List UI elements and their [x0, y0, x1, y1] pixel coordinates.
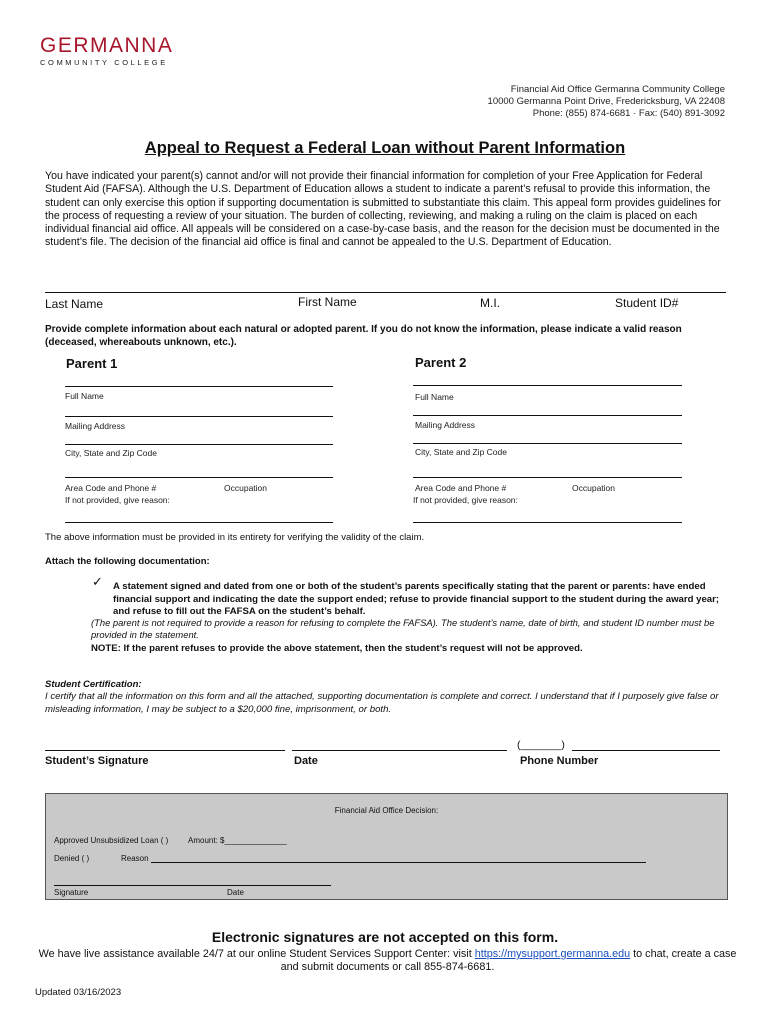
footer-text-before: We have live assistance available 24/7 at our online Student Services Support Center: visit — [38, 948, 475, 960]
parent2-phone-field[interactable] — [413, 477, 682, 478]
parent2-mailing-field[interactable] — [413, 415, 682, 416]
parent1-heading: Parent 1 — [66, 356, 118, 371]
office-decision-heading: Financial Aid Office Decision: — [334, 806, 439, 815]
attach-item: A statement signed and dated from one or both of the student’s parents specifically stating that the parent or parents: have ended financial support and indicating the date the support ended; refuse to provide financial support to the student during the award year; and refuse to fill out the FAFSA on the student’s behalf. — [113, 581, 720, 617]
reason-field[interactable] — [151, 862, 646, 863]
parent2-occupation-label: Occupation — [572, 483, 615, 493]
intro-paragraph: You have indicated your parent(s) cannot and/or will not provide their financial information for completion of your Free Application for Federal Student Aid (FAFSA). Although the U.S. Department of Education allows a student to indicate a parent’s refusal to provide this information, the student can only exercise this option if supporting documentation is submitted to substantiate this claim. This appeal form provides guidelines for the process of requesting a review of your situation. The burden of collecting, reviewing, and making a ruling on the claim is placed on each individual financial aid office. All appeals will be considered on a case-by-case basis, and the reason for the decision must be documented in the student’s file. The decision of the financial aid office is final and cannot be appealed to the U.S. Department of Education. — [45, 170, 721, 249]
student-signature-field[interactable] — [45, 750, 285, 751]
office-signature-label: Signature — [54, 888, 89, 897]
phone-area-code[interactable]: (_______) — [517, 739, 565, 751]
footer-heading: Electronic signatures are not accepted on this form. — [211, 929, 559, 945]
updated-date: Updated 03/16/2023 — [35, 987, 122, 998]
college-logo: GERMANNA — [40, 34, 174, 57]
denied-label[interactable]: Denied ( ) — [54, 854, 90, 863]
parent1-reason-field[interactable] — [65, 522, 333, 523]
certification-text: I certify that all the information on this form and all the attached, supporting documentation is complete and correct. I understand that if I purposely give false or misleading information, I may be subject to a $20,000 fine, imprisonment, or both. — [45, 691, 719, 715]
footer-text — [30, 948, 745, 974]
certification-heading: Student Certification: — [45, 679, 142, 690]
form-title: Appeal to Request a Federal Loan without Parent Information — [144, 139, 626, 157]
attach-note: (The parent is not required to provide a reason for refusing to complete the FAFSA). The student’s name, date of birth, and student ID number must be provided in the statement. — [91, 617, 715, 640]
reason-label: Reason — [121, 854, 149, 863]
date-field[interactable] — [292, 750, 507, 751]
college-logo-tagline: COMMUNITY COLLEGE — [40, 58, 168, 67]
validity-note: The above information must be provided in its entirety for verifying the validity of the claim. — [45, 532, 425, 543]
parent1-full-name-field[interactable] — [65, 386, 333, 387]
parent2-full-name-field[interactable] — [413, 385, 682, 386]
office-signature-field[interactable] — [54, 885, 331, 886]
parent2-city-label: City, State and Zip Code — [415, 447, 507, 457]
approved-loan-label[interactable]: Approved Unsubsidized Loan ( ) — [54, 836, 169, 845]
student-id-label: Student ID# — [615, 296, 679, 310]
support-link[interactable]: https://mysupport.germanna.edu — [474, 948, 631, 960]
office-line-2: 10000 Germanna Point Drive, Fredericksburg, VA 22408 — [487, 96, 725, 107]
parent1-full-name-label: Full Name — [65, 391, 104, 401]
office-line-1: Financial Aid Office Germanna Community College — [510, 84, 725, 95]
office-date-label: Date — [227, 888, 244, 897]
parent-instruction: Provide complete information about each natural or adopted parent. If you do not know the information, please indicate a valid reason (deceased, whereabouts unknown, etc.). — [45, 324, 682, 348]
parent2-reason-label: If not provided, give reason: — [413, 495, 518, 505]
parent1-phone-label: Area Code and Phone # — [65, 483, 157, 493]
date-label: Date — [294, 755, 318, 767]
first-name-label: First Name — [298, 295, 357, 309]
office-decision-box — [45, 793, 728, 900]
checkmark-icon: ✓ — [92, 574, 103, 589]
parent1-mailing-field[interactable] — [65, 416, 333, 417]
attach-heading: Attach the following documentation: — [45, 556, 210, 567]
parent2-full-name-label: Full Name — [415, 392, 454, 402]
parent2-heading: Parent 2 — [415, 355, 467, 370]
parent1-reason-label: If not provided, give reason: — [65, 495, 170, 505]
parent2-phone-label: Area Code and Phone # — [415, 483, 507, 493]
parent2-mailing-label: Mailing Address — [415, 420, 476, 430]
parent1-phone-field[interactable] — [65, 477, 333, 478]
office-line-3: Phone: (855) 874-6681 · Fax: (540) 891-3092 — [532, 108, 725, 119]
parent2-reason-field[interactable] — [413, 522, 682, 523]
parent1-mailing-label: Mailing Address — [65, 421, 126, 431]
phone-label: Phone Number — [520, 755, 599, 767]
footer-text-after: to chat, create a case and submit documents or call 855-874-6681. — [280, 948, 737, 973]
phone-field[interactable] — [572, 750, 720, 751]
parent1-city-field[interactable] — [65, 444, 333, 445]
last-name-label: Last Name — [45, 297, 104, 311]
mi-label: M.I. — [480, 296, 500, 310]
parent2-city-field[interactable] — [413, 443, 682, 444]
attach-warning: NOTE: If the parent refuses to provide the above statement, then the student’s request will not be approved. — [91, 643, 583, 654]
student-info-line[interactable] — [45, 292, 726, 293]
office-address — [488, 84, 725, 120]
student-signature-label: Student’s Signature — [45, 755, 149, 767]
parent1-city-label: City, State and Zip Code — [65, 448, 157, 458]
amount-label[interactable]: Amount: $______________ — [188, 836, 287, 845]
parent1-occupation-label: Occupation — [224, 483, 267, 493]
